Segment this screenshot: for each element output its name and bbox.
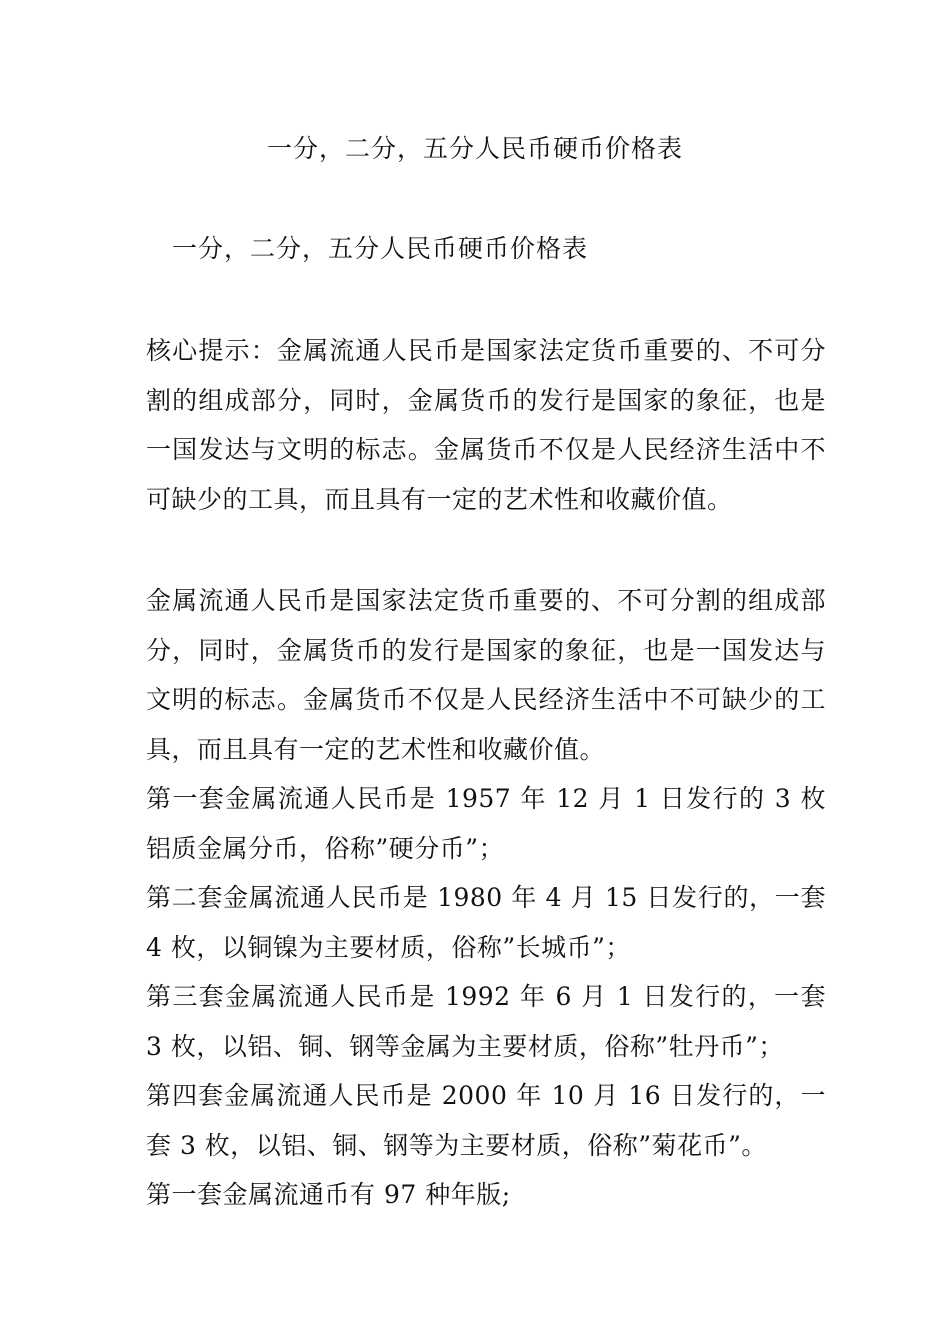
body-paragraph: 金属流通人民币是国家法定货币重要的、不可分割的组成部分，同时，金属货币的发行是国家的象征，也是一国发达与文明的标志。金属货币不仅是人民经济生活中不可缺少的工具，而且具有一定的艺术性和收藏价值。 — [146, 586, 826, 764]
document-title: 一分，二分，五分人民币硬币价格表 — [266, 134, 683, 163]
body-paragraph: 第四套金属流通人民币是 2000 年 10 月 16 日发行的，一套 3 枚，以铝、铜、钢等为主要材质，俗称”菊花币”。 — [146, 1081, 826, 1160]
body-paragraph: 第一套金属流通人民币是 1957 年 12 月 1 日发行的 3 枚铝质金属分币，俗称”硬分币”； — [146, 784, 826, 863]
body-paragraph: 第三套金属流通人民币是 1992 年 6 月 1 日发行的，一套 3 枚，以铝、铜、钢等金属为主要材质，俗称”牡丹币”； — [146, 982, 826, 1061]
core-tip-paragraph: 核心提示：金属流通人民币是国家法定货币重要的、不可分割的组成部分，同时，金属货币的发行是国家的象征，也是一国发达与文明的标志。金属货币不仅是人民经济生活中不可缺少的工具，而且具有一定的艺术性和收藏价值。 — [146, 336, 826, 514]
body-text — [146, 576, 826, 1220]
document-subtitle: 一分，二分，五分人民币硬币价格表 — [172, 234, 589, 263]
core-tip-block — [146, 326, 826, 524]
body-paragraph: 第二套金属流通人民币是 1980 年 4 月 15 日发行的，一套 4 枚，以铜镍为主要材质，俗称”长城币”； — [146, 883, 826, 962]
body-paragraph: 第一套金属流通币有 97 种年版; — [146, 1180, 511, 1209]
